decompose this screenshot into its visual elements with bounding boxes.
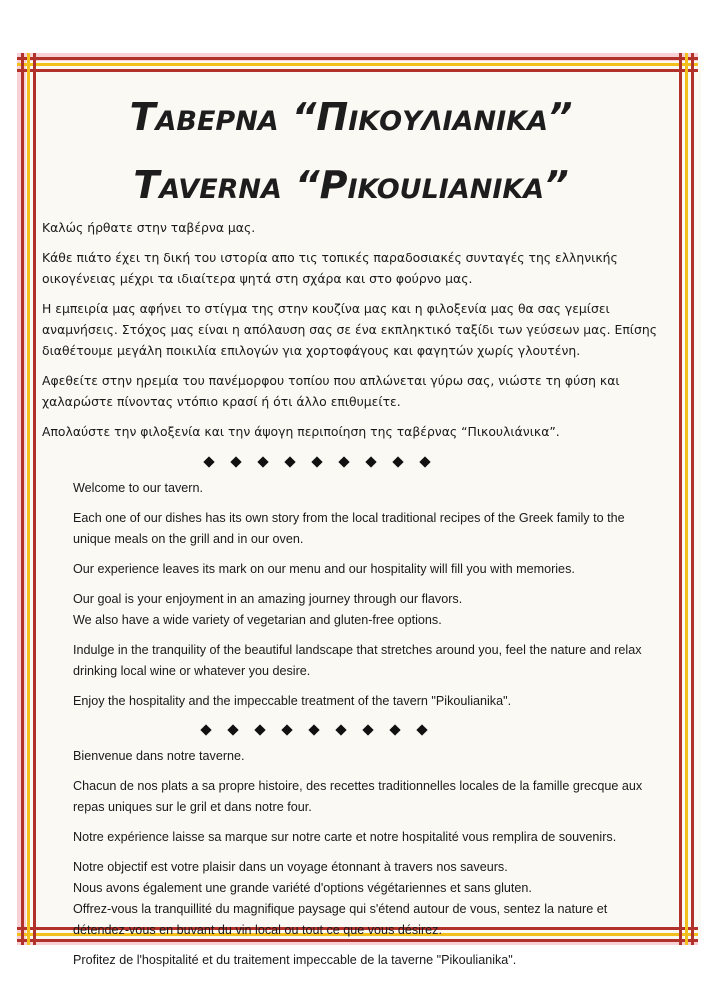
border-top-red-inner [17,69,698,72]
border-top-red-outer [17,57,698,60]
french-paragraph: Offrez-vous la tranquillité du magnifique paysage qui s'étend autour de vous, sentez la nature et détendez-vous en buvant du vin local ou tout ce que vous désirez. [73,902,608,937]
french-paragraph: Nous avons également une grande variété d'options végétariennes et sans gluten. [73,881,532,895]
diamond-divider [42,458,660,466]
english-paragraph: Our goal is your enjoyment in an amazing journey through our flavors. [73,592,463,606]
english-paragraph: Indulge in the tranquility of the beautiful landscape that stretches around you, feel the nature and relax drinking local wine or whatever you desire. [73,643,642,678]
border-right-yellow [685,53,688,945]
diamond-icon [389,724,400,735]
diamond-icon [308,724,319,735]
diamond-icon [365,456,376,467]
diamond-icon [392,456,403,467]
diamond-icon [416,724,427,735]
title-greek: Ταβερνα “Πικουλιανικα” [129,95,573,139]
diamond-icon [311,456,322,467]
french-section [42,746,660,971]
english-section [42,478,660,712]
greek-paragraph: Η εμπειρία μας αφήνει το στίγμα της στην κουζίνα μας και η φιλοξενία μας θα σας γεμίσει αναμνήσεις. Στόχος μας είναι η απόλαυση σας σε ένα εκπληκτικό ταξίδι των γεύσεων μας. Επίσης διαθέτουμε μεγάλη ποικιλία επιλογών για χορτοφάγους και φαγητών χωρίς γλουτένη. [42,301,657,358]
greek-paragraph: Καλώς ήρθατε στην ταβέρνα μας. [42,220,256,235]
english-paragraph: We also have a wide variety of vegetarian and gluten-free options. [73,613,442,627]
french-paragraph: Bienvenue dans notre taverne. [73,749,245,763]
diamond-icon [284,456,295,467]
border-left-yellow [27,53,30,945]
diamond-icon [335,724,346,735]
title-latin: Taverna “Pikoulianika” [133,162,569,207]
border-left-red-inner [33,53,36,945]
border-right-red-outer [691,53,694,945]
english-paragraph: Welcome to our tavern. [73,481,203,495]
greek-paragraph: Κάθε πιάτο έχει τη δική του ιστορία απο τις τοπικές παραδοσιακές συνταγές της ελληνικής οικογένειας μέχρι τα ιδιαίτερα ψητά στη σχάρα και στο φούρνο μας. [42,250,618,286]
menu-content [42,88,660,980]
greek-section [42,217,660,442]
diamond-icon [362,724,373,735]
border-top-yellow [17,63,698,66]
english-paragraph: Enjoy the hospitality and the impeccable treatment of the tavern "Pikoulianika". [73,694,512,708]
diamond-divider [42,726,660,734]
french-paragraph: Notre objectif est votre plaisir dans un voyage étonnant à travers nos saveurs. [73,860,508,874]
greek-paragraph: Αφεθείτε στην ηρεμία του πανέμορφου τοπίου που απλώνεται γύρω σας, νιώστε τη φύση και χαλαρώστε πίνοντας ντόπιο κρασί ή ότι άλλο επιθυμείτε. [42,373,620,409]
diamond-icon [230,456,241,467]
border-right-red-inner [679,53,682,945]
french-paragraph: Profitez de l'hospitalité et du traitement impeccable de la taverne "Pikoulianika". [73,953,517,967]
diamond-icon [257,456,268,467]
diamond-icon [281,724,292,735]
diamond-icon [338,456,349,467]
diamond-icon [227,724,238,735]
diamond-icon [203,456,214,467]
english-paragraph: Each one of our dishes has its own story from the local traditional recipes of the Greek family to the unique meals on the grill and in our oven. [73,511,625,546]
diamond-icon [200,724,211,735]
french-paragraph: Chacun de nos plats a sa propre histoire, des recettes traditionnelles locales de la famille grecque aux repas uniques sur le gril et dans notre four. [73,779,643,814]
english-paragraph: Our experience leaves its mark on our menu and our hospitality will fill you with memories. [73,562,575,576]
french-paragraph: Notre expérience laisse sa marque sur notre carte et notre hospitalité vous remplira de souvenirs. [73,830,617,844]
border-left-red-outer [21,53,24,945]
diamond-icon [254,724,265,735]
greek-paragraph: Απολαύστε την φιλοξενία και την άψογη περιποίηση της ταβέρνας “Πικουλιάνικα”. [42,424,560,439]
diamond-icon [419,456,430,467]
